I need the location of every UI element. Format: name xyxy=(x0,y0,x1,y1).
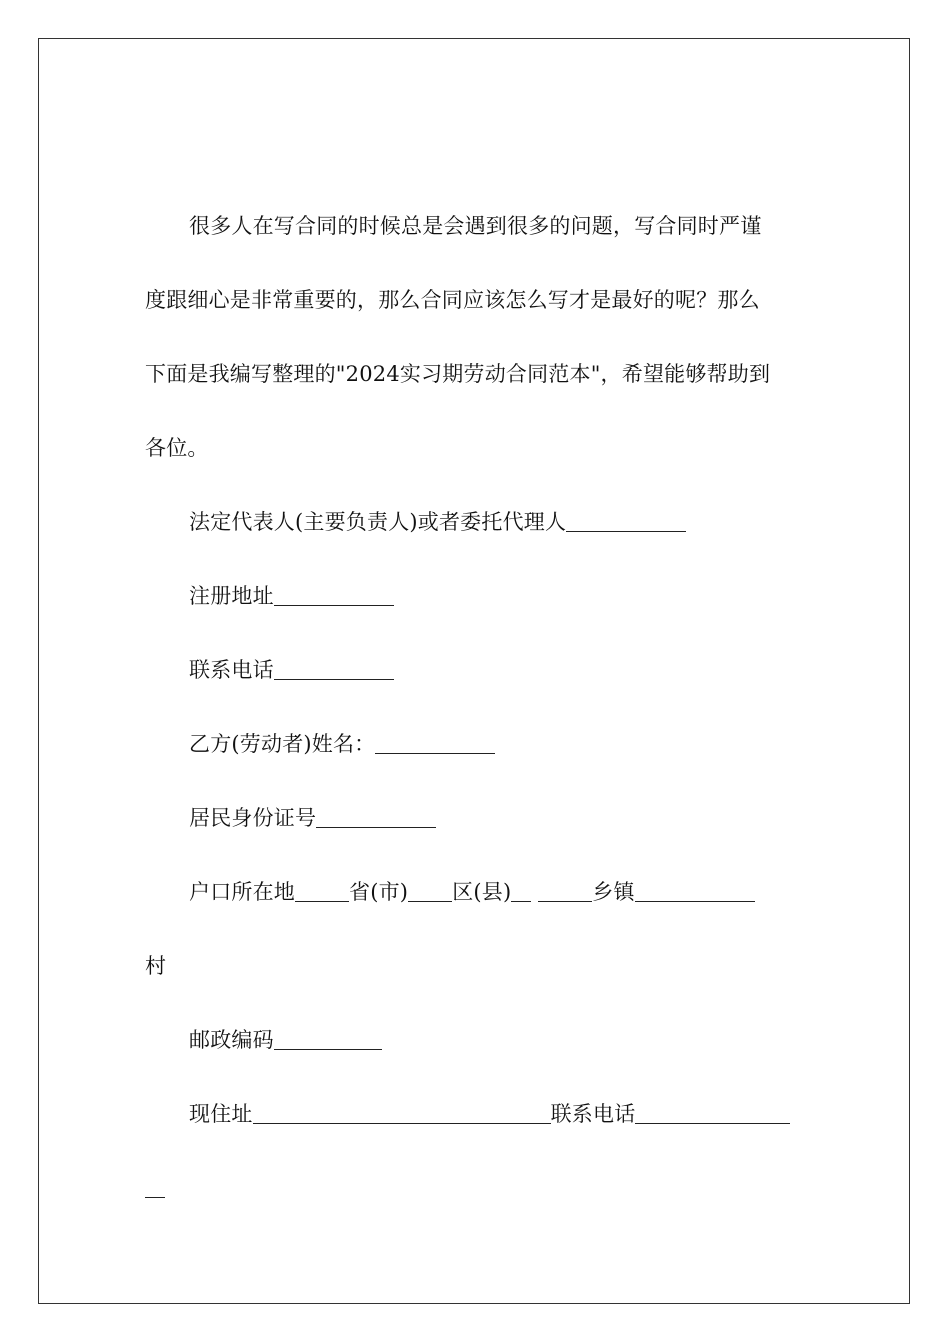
id-number-blank[interactable] xyxy=(316,803,436,828)
district-blank[interactable] xyxy=(408,877,452,902)
contact-phone-b-label: 联系电话 xyxy=(550,1102,636,1126)
registered-address-field xyxy=(145,573,805,647)
legal-representative-field xyxy=(145,499,805,573)
intro-line-4: 各位。 xyxy=(145,436,209,460)
township-label: 乡镇 xyxy=(592,880,635,904)
hukou-location-label: 户口所在地 xyxy=(189,880,295,904)
postal-code-blank[interactable] xyxy=(274,1025,382,1050)
party-b-name-field xyxy=(145,721,805,795)
county-blank-1[interactable] xyxy=(511,877,531,902)
legal-representative-blank[interactable] xyxy=(566,507,686,532)
id-number-field xyxy=(145,795,805,869)
party-b-name-blank[interactable] xyxy=(375,729,495,754)
legal-representative-label: 法定代表人(主要负责人)或者委托代理人 xyxy=(189,510,567,534)
registered-address-label: 注册地址 xyxy=(189,584,274,608)
township-blank[interactable] xyxy=(635,877,755,902)
village-label: 村 xyxy=(145,954,167,978)
county-blank-2[interactable] xyxy=(538,877,592,902)
party-b-name-label: 乙方(劳动者)姓名： xyxy=(189,732,376,756)
contact-phone-b-blank-continuation[interactable] xyxy=(145,1173,165,1198)
province-blank[interactable] xyxy=(295,877,349,902)
contact-phone-b-blank[interactable] xyxy=(635,1099,790,1124)
contact-phone-a-label: 联系电话 xyxy=(189,658,274,682)
current-address-field xyxy=(145,1091,805,1165)
intro-line-1: 很多人在写合同的时候总是会遇到很多的问题，写合同时严谨 xyxy=(189,214,762,238)
postal-code-label: 邮政编码 xyxy=(189,1028,274,1052)
continuation-line xyxy=(145,1165,805,1239)
postal-code-field xyxy=(145,1017,805,1091)
current-address-blank[interactable] xyxy=(253,1099,551,1124)
contact-phone-a-blank[interactable] xyxy=(274,655,394,680)
district-label: 区(县) xyxy=(452,880,512,904)
province-label: 省(市) xyxy=(349,880,409,904)
contact-phone-a-field xyxy=(145,647,805,721)
id-number-label: 居民身份证号 xyxy=(189,806,317,830)
intro-line-2: 度跟细心是非常重要的，那么合同应该怎么写才是最好的呢？那么 xyxy=(145,288,760,312)
current-address-label: 现住址 xyxy=(189,1102,253,1126)
hukou-location-field xyxy=(145,869,805,943)
document-body xyxy=(145,203,805,1239)
intro-line-3: 下面是我编写整理的"2024实习期劳动合同范本"，希望能够帮助到 xyxy=(145,362,771,386)
registered-address-blank[interactable] xyxy=(274,581,394,606)
village-line xyxy=(145,943,805,1017)
